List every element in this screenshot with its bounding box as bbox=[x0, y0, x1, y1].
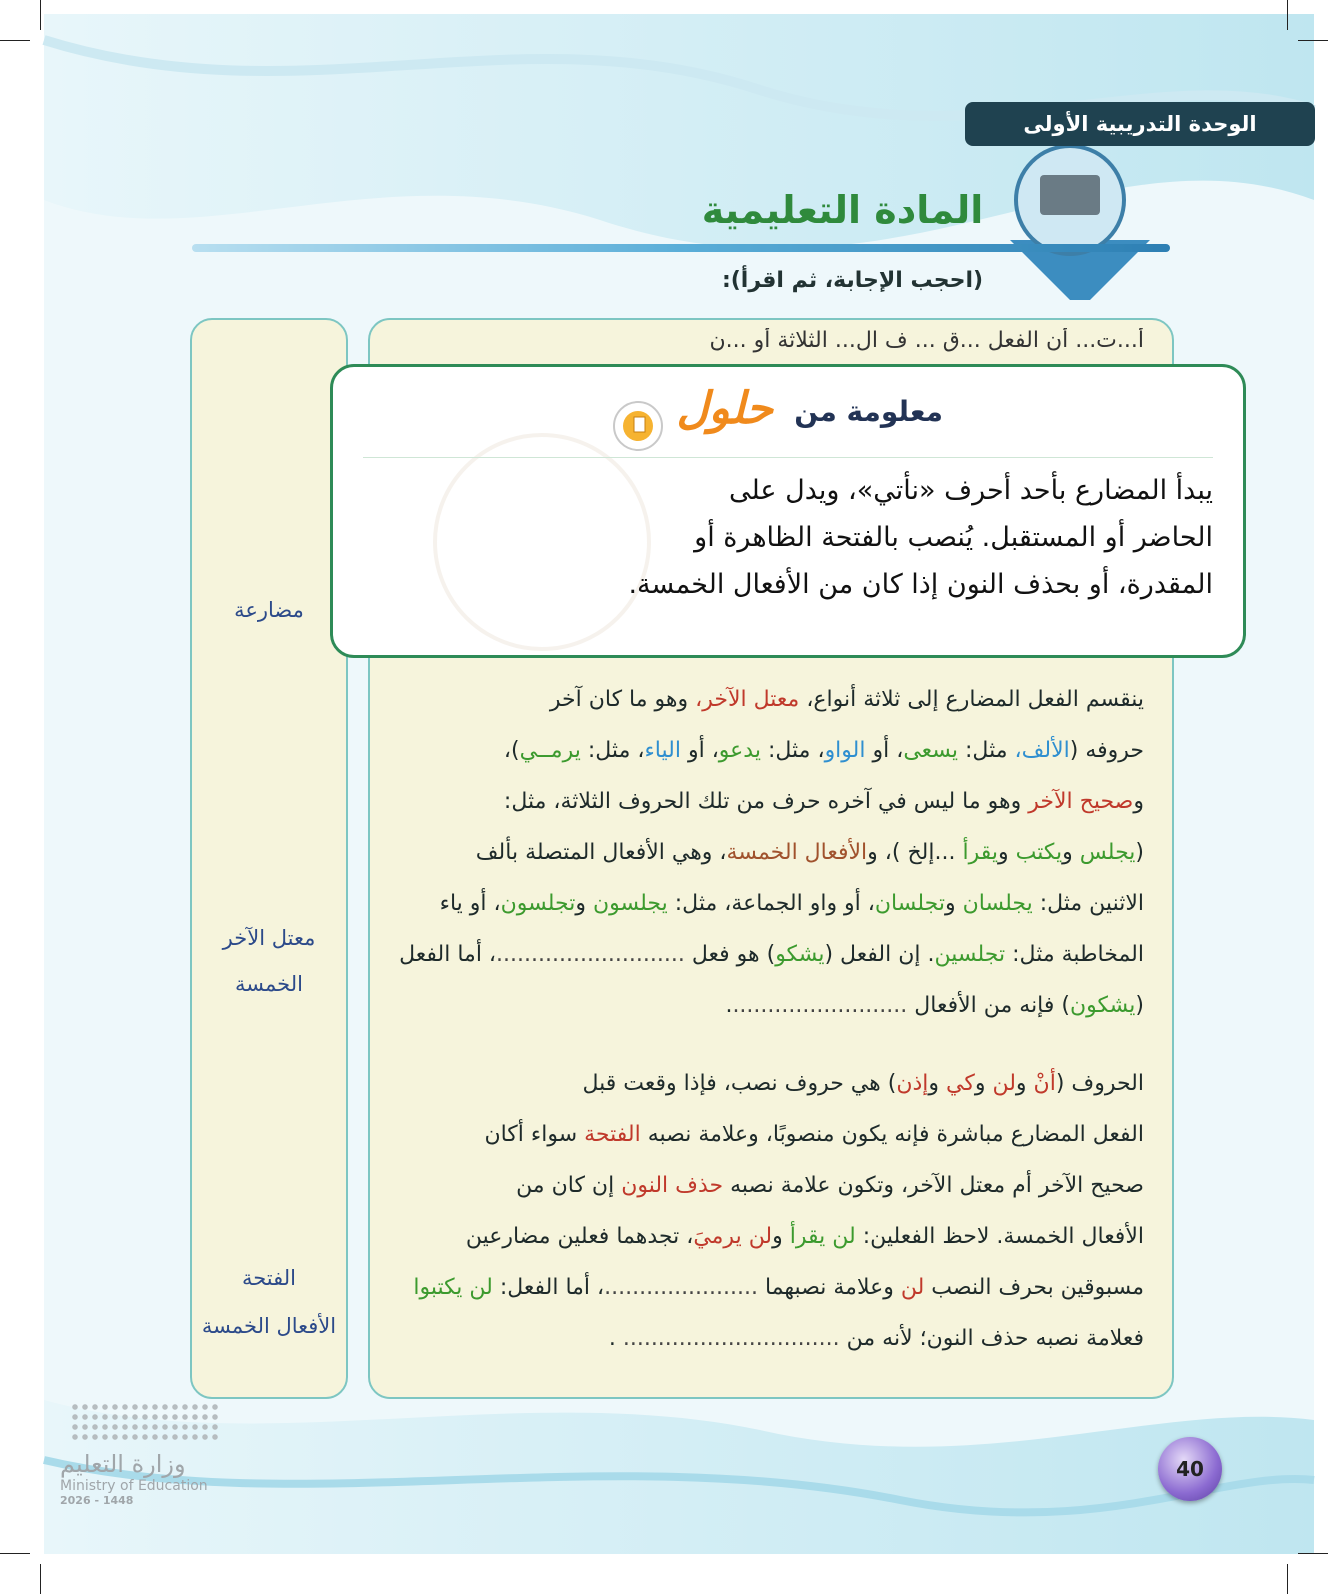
callout-line-1: يبدأ المضارع بأحد أحرف «نأتي»، ويدل على bbox=[728, 475, 1213, 506]
instruction-text: (احجب الإجابة، ثم اقرأ): bbox=[721, 268, 984, 293]
callout-line-3: المقدرة، أو بحذف النون إذا كان من الأفعال الخمسة. bbox=[628, 569, 1213, 600]
unit-tab: الوحدة التدريبية الأولى bbox=[965, 102, 1315, 146]
answer-3: الخمسة bbox=[235, 972, 303, 996]
blank-1: ........................... bbox=[496, 942, 685, 967]
info-callout bbox=[330, 364, 1246, 658]
brand-logo: حلول bbox=[676, 383, 773, 434]
p1-line-5: الاثنين مثل: يجلسان وتجلسان، أو واو الجماعة، مثل: يجلسون وتجلسون، أو ياء bbox=[439, 891, 1144, 916]
p1-line-1: ينقسم الفعل المضارع إلى ثلاثة أنواع، معتل الآخر، وهو ما كان آخر bbox=[549, 687, 1144, 712]
callout-line-2: الحاضر أو المستقبل. يُنصب بالفتحة الظاهرة أو bbox=[694, 522, 1213, 553]
p2-line-3: صحيح الآخر أم معتل الآخر، وتكون علامة نصبه حذف النون إن كان من bbox=[516, 1173, 1144, 1198]
p2-line-1: الحروف (أنْ ولن وكي وإذن) هي حروف نصب، فإذا وقعت قبل bbox=[582, 1071, 1144, 1096]
p2-line-5: مسبوقين بحرف النصب لن وعلامة نصبهما ......................، أما الفعل: لن يكتبوا bbox=[413, 1275, 1144, 1300]
p2-line-2: الفعل المضارع مباشرة فإنه يكون منصوبًا، وعلامة نصبه الفتحة سواء أكان bbox=[484, 1122, 1144, 1147]
p2-line-6: فعلامة نصبه حذف النون؛ لأنه من ............................... . bbox=[608, 1326, 1144, 1351]
blank-4: ............................... bbox=[622, 1326, 840, 1351]
callout-divider bbox=[363, 457, 1213, 458]
answer-2: معتل الآخر bbox=[222, 926, 316, 950]
section-title: المادة التعليمية bbox=[701, 188, 984, 232]
answer-1: مضارعة bbox=[234, 598, 304, 622]
brand-badge-icon bbox=[613, 401, 663, 451]
paragraph-2 bbox=[398, 1058, 1144, 1364]
callout-heading: معلومة من bbox=[794, 395, 943, 428]
answer-5: الأفعال الخمسة bbox=[201, 1314, 337, 1338]
p2-line-4: الأفعال الخمسة. لاحظ الفعلين: لن يقرأ ولن يرميَ، تجدهما فعلين مضارعين bbox=[465, 1224, 1144, 1249]
callout-text bbox=[513, 467, 1213, 608]
p1-line-6: المخاطبة مثل: تجلسين. إن الفعل (يشكو) هو فعل ...........................، أما الفعل bbox=[399, 942, 1144, 967]
ministry-logo bbox=[60, 1400, 230, 1507]
p1-line-3: وصحيح الآخر وهو ما ليس في آخره حرف من تلك الحروف الثلاثة، مثل: bbox=[503, 789, 1144, 814]
ministry-name-ar: وزارة التعليم bbox=[60, 1450, 186, 1478]
blank-3: ...................... bbox=[604, 1275, 758, 1300]
edition-year: 2026 - 1448 bbox=[60, 1494, 134, 1507]
ministry-name-en: Ministry of Education bbox=[60, 1478, 208, 1494]
answer-column bbox=[190, 318, 348, 1399]
p1-line-4: (يجلس ويكتب ويقرأ ...إلخ )، والأفعال الخمسة، وهي الأفعال المتصلة بألف bbox=[475, 840, 1144, 865]
obscured-text: أ...ت... أن الفعل ...ق ... ف ال... الثلاثة أو ...ن bbox=[709, 328, 1144, 353]
paragraph-1 bbox=[398, 674, 1144, 1031]
p1-line-7: (يشكون) فإنه من الأفعال .......................... bbox=[725, 993, 1144, 1018]
title-divider bbox=[192, 244, 1170, 252]
page-number: 40 bbox=[1158, 1437, 1222, 1501]
p1-line-2: حروفه (الألف، مثل: يسعى، أو الواو، مثل: يدعو، أو الياء، مثل: يرمــي)، bbox=[503, 738, 1144, 763]
blank-2: ......................... bbox=[732, 993, 908, 1018]
answer-4: الفتحة bbox=[241, 1266, 296, 1290]
